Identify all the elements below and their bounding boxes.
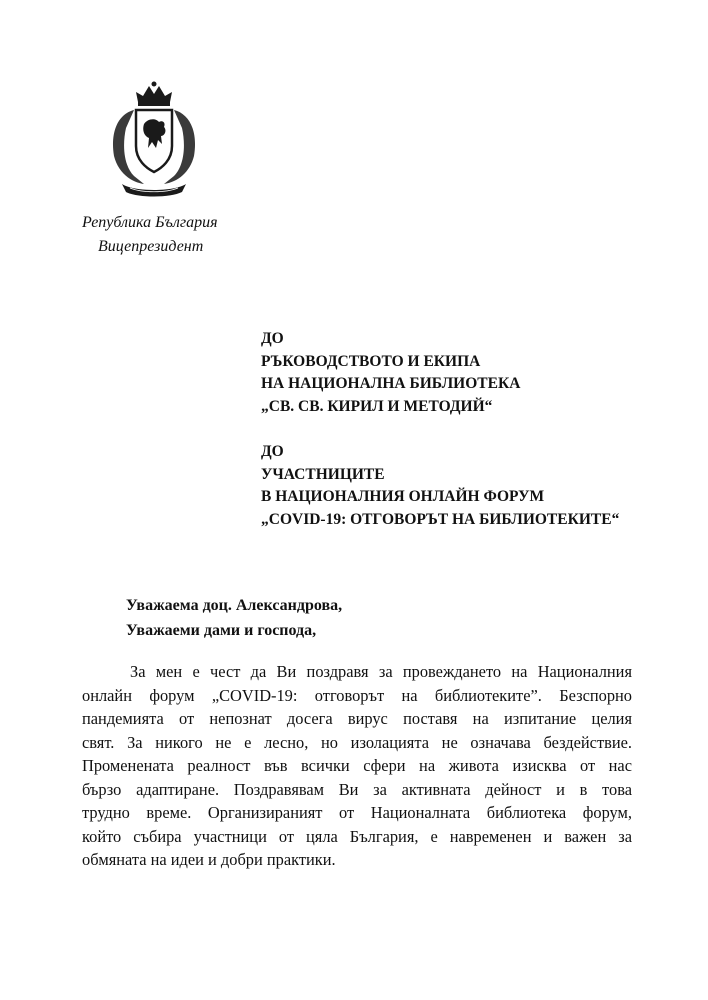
- letter-body: [82, 660, 632, 872]
- body-line: който събира участници от цяла България, е навременен и важен за: [82, 826, 632, 846]
- body-line: Променената реалност във всички сфери на живота изисква от нас: [82, 756, 632, 775]
- body-line: пандемията от непознат досега вирус поставя на изпитание целия: [82, 709, 632, 728]
- issuer-office: Вицепрезидент: [98, 238, 204, 255]
- body-line: бързо адаптиране. Поздравявам Ви за активната дейност и в това: [82, 779, 632, 799]
- salutation-line-2: Уважаеми дами и господа,: [126, 621, 317, 639]
- salutation: [126, 594, 626, 643]
- addressee-line: „СВ. СВ. КИРИЛ И МЕТОДИЙ“: [261, 397, 493, 415]
- addressee-line: НА НАЦИОНАЛНА БИБЛИОТЕКА: [261, 375, 521, 393]
- addressee-line: УЧАСТНИЦИТЕ: [261, 465, 385, 483]
- body-line: За мен е чест да Ви поздравя за провеждането на Националния: [130, 662, 632, 681]
- body-line: свят. За никого не е лесно, но изолацията не означава бездействие.: [82, 732, 632, 752]
- body-line: обмяната на идеи и добри практики.: [82, 850, 336, 869]
- addressee-block-2: [261, 441, 681, 531]
- issuer-block: [82, 211, 282, 259]
- addressee-line: РЪКОВОДСТВОТО И ЕКИПА: [261, 352, 481, 370]
- issuer-country: Република България: [82, 214, 218, 231]
- addressee-line: В НАЦИОНАЛНИЯ ОНЛАЙН ФОРУМ: [261, 488, 545, 506]
- addressee-line: ДО: [261, 443, 284, 460]
- body-line: онлайн форум „COVID-19: отговорът на библиотеките”. Безспорно: [82, 685, 632, 705]
- addressee-line: „COVID-19: ОТГОВОРЪТ НА БИБЛИОТЕКИТЕ“: [261, 510, 620, 528]
- salutation-line-1: Уважаема доц. Александрова,: [126, 597, 343, 614]
- addressee-line: ДО: [261, 330, 284, 347]
- body-line: трудно време. Организираният от Националната библиотека форум,: [82, 803, 632, 822]
- addressee-block-1: [261, 328, 681, 418]
- coat-of-arms-icon: [104, 80, 204, 198]
